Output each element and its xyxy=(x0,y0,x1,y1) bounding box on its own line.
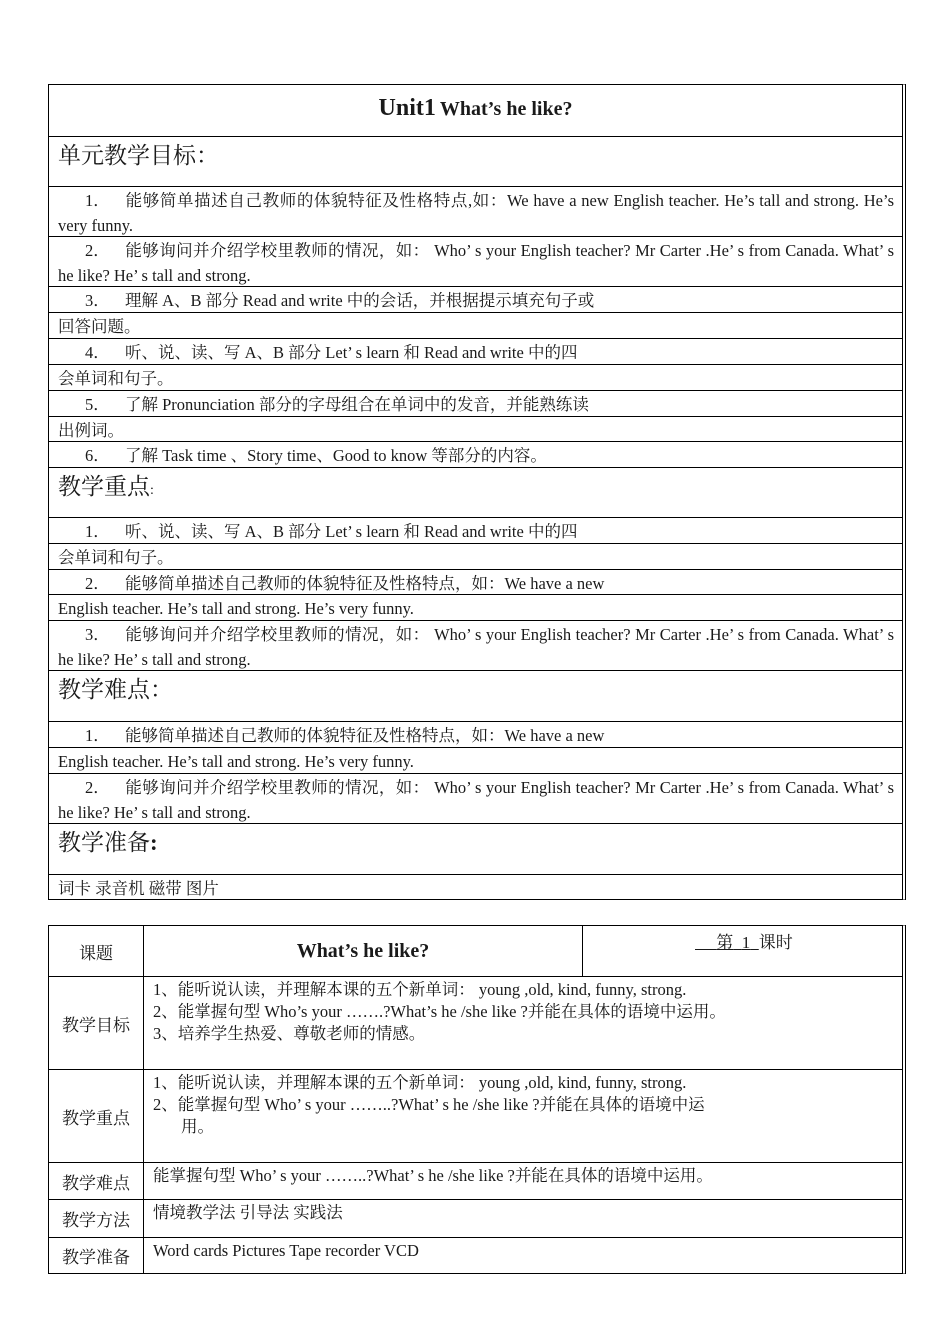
item-number: 1． xyxy=(85,191,110,210)
item-number: 1． xyxy=(85,726,110,745)
objectives-heading-row xyxy=(49,136,902,186)
objective-line: 2、能掌握句型 Who’s your …….?What’s he /she like ?并能在具体的语境中运用。 xyxy=(153,1002,726,1021)
key-points-label: 教学重点 xyxy=(49,1070,144,1162)
objectives-row xyxy=(49,976,902,1069)
item-text: 了解 Task time 、Story time、Good to know 等部分的内容。 xyxy=(125,446,547,465)
difficulty-item xyxy=(49,721,902,747)
item-text: 会单词和句子。 xyxy=(58,369,174,388)
item-number: 3． xyxy=(85,625,110,644)
objectives-content xyxy=(153,979,894,1045)
key-points-content xyxy=(153,1072,894,1138)
objectives-label: 教学目标 xyxy=(49,977,144,1069)
objective-item-continuation xyxy=(49,312,902,338)
topic-row xyxy=(49,926,902,976)
objective-line: 1、能听说认读，并理解本课的五个新单词： young ,old, kind, funny, strong. xyxy=(153,980,687,999)
item-text: 能够询问并介绍学校里教师的情况，如： Who’ s your English teacher? Mr Carter .He’ s from Canada. What’ s he like? He’ s tall and strong. xyxy=(58,241,894,285)
objective-line: 3、培养学生热爱、尊敬老师的情感。 xyxy=(153,1024,426,1043)
key-point-item-continuation xyxy=(49,543,902,569)
lesson-plan-table xyxy=(48,925,906,1274)
item-text: 能够简单描述自己教师的体貌特征及性格特点，如：We have a new xyxy=(125,574,605,593)
period-number: 1 xyxy=(741,933,751,952)
lesson-period xyxy=(695,928,793,953)
prep-row xyxy=(49,1237,902,1273)
item-number: 2． xyxy=(85,574,110,593)
item-number: 5． xyxy=(85,395,110,414)
difficulty-item xyxy=(49,773,902,823)
item-text: English teacher. He’s tall and strong. He’s very funny. xyxy=(58,599,414,618)
difficulty-content: 能掌握句型 Who’ s your ……..?What’ s he /she like ?并能在具体的语境中运用。 xyxy=(153,1166,713,1185)
objective-item xyxy=(49,441,902,467)
unit-title-row xyxy=(49,85,902,136)
item-text: 听、说、读、写 A、B 部分 Let’ s learn 和 Read and write 中的四 xyxy=(125,522,578,541)
item-text: 能够询问并介绍学校里教师的情况，如： Who’ s your English teacher? Mr Carter .He’ s from Canada. What’ s he like? He’ s tall and strong. xyxy=(58,625,894,669)
item-text: 回答问题。 xyxy=(58,317,141,336)
item-text: 能够简单描述自己教师的体貌特征及性格特点，如：We have a new xyxy=(125,726,605,745)
prep-items: 词卡 录音机 磁带 图片 xyxy=(58,879,219,898)
difficulty-item-continuation xyxy=(49,747,902,773)
prep-heading-row xyxy=(49,823,902,874)
key-point-item-continuation xyxy=(49,594,902,620)
methods-content: 情境教学法 引导法 实践法 xyxy=(153,1203,343,1222)
key-point-item xyxy=(49,569,902,594)
objective-item-continuation xyxy=(49,416,902,441)
item-number: 1． xyxy=(85,522,110,541)
key-point-line: 1、能听说认读，并理解本课的五个新单词： young ,old, kind, funny, strong. xyxy=(153,1073,687,1092)
item-number: 6． xyxy=(85,446,110,465)
key-point-item xyxy=(49,620,902,670)
prep-content: Word cards Pictures Tape recorder VCD xyxy=(153,1241,419,1260)
difficulty-row xyxy=(49,1162,902,1199)
unit-title-unit: Unit1 xyxy=(378,95,436,121)
item-text: 能够简单描述自己教师的体貌特征及性格特点,如：We have a new English teacher. He’s tall and strong. He’s very funny. xyxy=(58,191,894,235)
difficulty-heading: 教学难点： xyxy=(58,677,173,702)
period-prefix: 第 xyxy=(716,933,734,952)
prep-heading-colon: : xyxy=(150,830,158,855)
difficulty-heading-row xyxy=(49,670,902,721)
objective-item-continuation xyxy=(49,364,902,390)
key-point-line: 用。 xyxy=(181,1117,214,1136)
item-text: 出例词。 xyxy=(58,421,124,440)
item-number: 2． xyxy=(85,778,110,797)
prep-items-row xyxy=(49,874,902,899)
difficulty-label: 教学难点 xyxy=(49,1163,144,1199)
topic-label: 课题 xyxy=(49,926,144,976)
unit-plan-table xyxy=(48,84,906,900)
objective-item xyxy=(49,338,902,364)
item-number: 3． xyxy=(85,291,110,310)
objective-item xyxy=(49,236,902,286)
objective-item xyxy=(49,390,902,416)
item-number: 2． xyxy=(85,241,110,260)
item-text: 听、说、读、写 A、B 部分 Let’ s learn 和 Read and write 中的四 xyxy=(125,343,578,362)
item-text: 能够询问并介绍学校里教师的情况，如： Who’ s your English teacher? Mr Carter .He’ s from Canada. What’ s he like? He’ s tall and strong. xyxy=(58,778,894,822)
key-point-line: 2、能掌握句型 Who’ s your ……..?What’ s he /she like ?并能在具体的语境中运 xyxy=(153,1095,705,1114)
methods-label: 教学方法 xyxy=(49,1200,144,1237)
objective-item xyxy=(49,286,902,312)
key-points-heading: 教学重点 xyxy=(58,474,150,499)
item-text: English teacher. He’s tall and strong. He’s very funny. xyxy=(58,752,414,771)
unit-title-rest: What’s he like? xyxy=(439,98,573,120)
lesson-topic: What’s he like? xyxy=(144,926,583,976)
objectives-heading: 单元教学目标： xyxy=(58,143,219,168)
key-points-row xyxy=(49,1069,902,1162)
key-point-item xyxy=(49,517,902,543)
key-points-heading-row xyxy=(49,467,902,517)
item-text: 理解 A、B 部分 Read and write 中的会话，并根据提示填充句子或 xyxy=(125,291,595,310)
item-text: 了解 Pronunciation 部分的字母组合在单词中的发音，并能熟练读 xyxy=(125,395,589,414)
period-suffix: 课时 xyxy=(758,933,793,952)
item-number: 4． xyxy=(85,343,110,362)
methods-row xyxy=(49,1199,902,1237)
objective-item xyxy=(49,186,902,236)
key-points-heading-colon: : xyxy=(150,483,154,498)
prep-label: 教学准备 xyxy=(49,1238,144,1273)
prep-heading: 教学准备 xyxy=(58,830,150,855)
item-text: 会单词和句子。 xyxy=(58,548,174,567)
